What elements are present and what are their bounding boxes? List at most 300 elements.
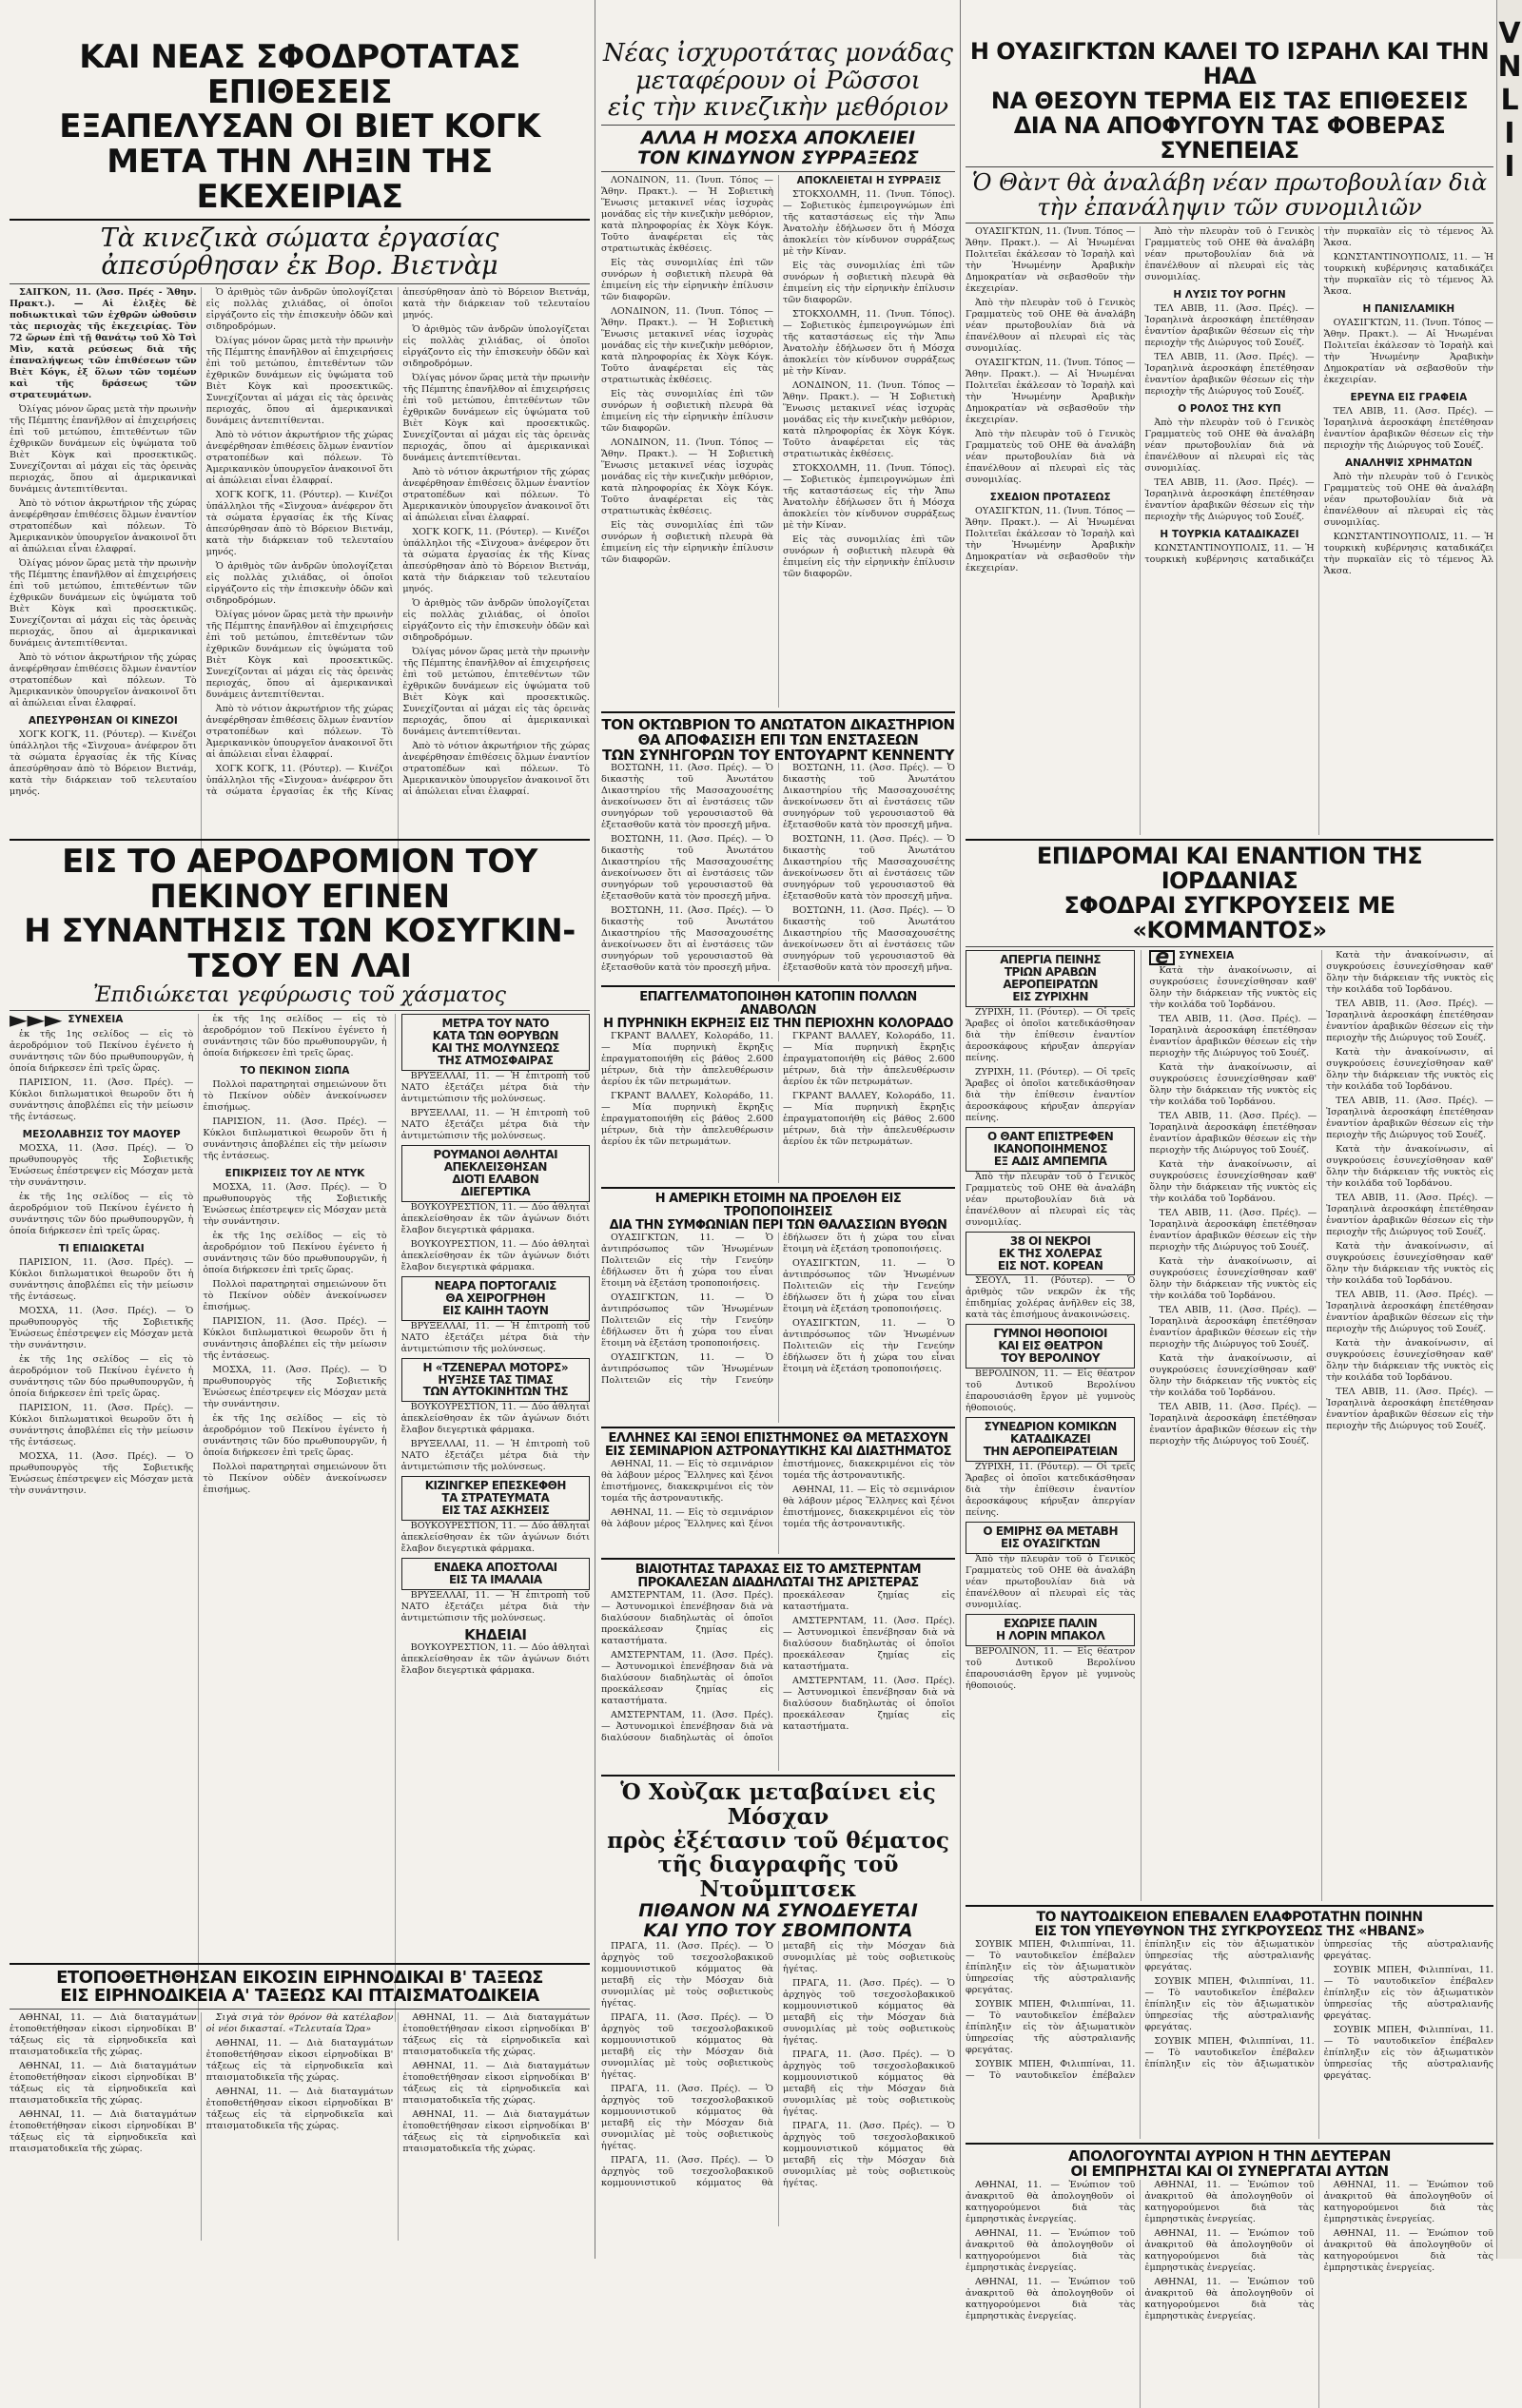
kicker: ΑΛΛΑ Η ΜΟΣΧΑ ΑΠΟΚΛΕΙΕΙ [640,126,916,148]
paragraph: ΤΕΛ ΑΒΙΒ, 11. (Ἀσσ. Πρές). — Ἰσραηλινὰ ἀεροσκάφη ἐπετέθησαν ἐναντίον ἀραβικῶν θέσεων εἰς τὴν περιοχὴν τῆς Διώρυγος τοῦ Σουέζ. [1149,1110,1317,1155]
brief-headline: ΕΞ ΑΔΙΣ ΑΜΠΕΜΠΑ [993,1154,1107,1168]
article-body [601,1459,955,1554]
article-body [601,1233,955,1423]
paragraph: Ἀπὸ τὸ νότιον ἀκρωτήριον τῆς χώρας ἀνεφέρθησαν ἐπιθέσεις ὅλμων ἐναντίον στρατοπέδων καὶ πόλεων. Τὸ Ἀμερικανικὸν ὑπουργεῖον ἀνακοινοῖ ὅτι αἱ ἀπώλειαι εἶναι ἐλαφραί. [205,429,394,486]
paragraph: ΠΡΑΓΑ, 11. (Ἀσσ. Πρές). — Ὁ ἀρχηγὸς τοῦ τσεχοσλοβακικοῦ κομμουνιστικοῦ κόμματος θὰ μεταβῆ εἰς τὴν Μόσχαν διὰ συνομιλίας μὲ τοὺς σοβιετικοὺς ἡγέτας. [783,2120,955,2188]
divider [966,166,1493,167]
paragraph: ΤΕΛ ΑΒΙΒ, 11. (Ἀσσ. Πρές). — Ἰσραηλινὰ ἀεροσκάφη ἐπετέθησαν ἐναντίον ἀραβικῶν θέσεων εἰς τὴν περιοχὴν τῆς Διώρυγος τοῦ Σουέζ. [1149,1401,1317,1447]
paragraph: ΤΕΛ ΑΒΙΒ, 11. (Ἀσσ. Πρές). — Ἰσραηλινὰ ἀεροσκάφη ἐπετέθησαν ἐναντίον ἀραβικῶν θέσεων εἰς τὴν περιοχὴν τῆς Διώρυγος τοῦ Σουέζ. [1326,1386,1493,1431]
paragraph: ΖΥΡΙΧΗ, 11. (Ρόυτερ). — Οἱ τρεῖς Ἄραβες οἱ ὁποῖοι κατεδικάσθησαν διὰ τὴν ἐπίθεσιν ἐναντίον ἀεροσκάφους κήρυξαν ἀπεργίαν πείνης. [966,1006,1136,1063]
section-heading: ΣΧΕΔΙΟΝ ΠΡΟΤΑΣΕΩΣ [989,492,1111,504]
paragraph: Ἀπὸ τὸ νότιον ἀκρωτήριον τῆς χώρας ἀνεφέρθησαν ἐπιθέσεις ὅλμων ἐναντίον στρατοπέδων καὶ πόλεων. Τὸ Ἀμερικανικὸν ὑπουργεῖον ἀνακοινοῖ ὅτι αἱ ἀπώλειαι εἶναι ἐλαφραί. [205,703,394,760]
headline-line: ΕΠΙΔΡΟΜΑΙ ΚΑΙ ΕΝΑΝΤΙΟΝ ΤΗΣ ΙΟΡΔΑΝΙΑΣ [1036,843,1423,895]
kicker: ΤΟΝ ΚΙΝΔΥΝΟΝ ΣΥΡΡΑΞΕΩΣ [637,146,919,168]
brief-headline: ΕΙΣ ΤΑ ΙΜΑΛΑΙΑ [448,1573,542,1587]
paragraph: ΟΥΑΣΙΓΚΤΩΝ, 11. — Ὁ ἀντιπρόσωπος τῶν Ἡνωμένων Πολιτειῶν εἰς τὴν Γενεύην ἐδήλωσεν ὅτι ἡ χώρα του εἶναι ἕτοιμη νὰ ἐξετάση τροποποιήσεις. [783,1318,955,1375]
paragraph: ΒΡΥΞΕΛΛΑΙ, 11. — Ἡ ἐπιτροπὴ τοῦ ΝΑΤΟ ἐξετάζει μέτρα διὰ τὴν ἀντιμετώπισιν τῆς μολύνσεως. [400,1439,590,1473]
headline-line: ΔΙΑ ΝΑ ΑΠΟΦΥΓΟΥΝ ΤΑΣ ΦΟΒΕΡΑΣ ΣΥΝΕΠΕΙΑΣ [1013,111,1446,164]
paragraph: ἐκ τῆς 1ης σελίδος — εἰς τὸ ἀεροδρόμιον τοῦ Πεκίνου ἐγένετο ἡ συνάντησις τῶν δύο πρωθυπουργῶν, ἡ ὁποία διήρκεσεν ἐπὶ τρεῖς ὥρας. [10,1192,194,1237]
headline-line: ΤΩΝ ΣΥΝΗΓΟΡΩΝ ΤΟΥ ΕΝΤΟΥΑΡΝΤ ΚΕΝΝΕΝΤΥ [601,746,954,764]
headline-line: ΕΤΟΠΟΘΕΤΗΘΗΣΑΝ ΕΙΚΟΣΙΝ ΕΙΡΗΝΟΔΙΚΑΙ Β' ΤΑΞΕΩΣ [56,1968,543,1988]
paragraph: ΣΤΟΚΧΟΛΜΗ, 11. (Ἰνυπ. Τόπος). — Σοβιετικὸς ἐμπειρογνώμων ἐπὶ τῆς καταστάσεως εἰς τὴν Ἄπω Ἀνατολὴν ἐδήλωσεν ὅτι ἡ Μόσχα ἀποκλείει τὸν κίνδυνον συρράξεως μὲ τὴν Κίναν. [783,188,955,257]
divider [601,1187,955,1189]
headline-line: ΟΙ ΕΜΠΡΗΣΤΑΙ ΚΑΙ ΟΙ ΣΥΝΕΡΓΑΤΑΙ ΑΥΤΩΝ [1070,2163,1389,2181]
paragraph: ΓΚΡΑΝΤ ΒΑΛΛΕΥ, Κολοράδο, 11. — Μία πυρηνικὴ ἔκρηξις ἐπραγματοποιήθη εἰς βάθος 2.600 μέτρων, διὰ τὴν ἀπελευθέρωσιν ἀερίου ἐκ τῶν πετρωμάτων. [783,1091,955,1148]
paragraph: ΧΟΓΚ ΚΟΓΚ, 11. (Ρόυτερ). — Κινέζοι ὑπάλληλοι τῆς «Σὶνχουα» ἀνέφερον ὅτι τὰ σώματα ἐργασίας ἐκ τῆς Κίνας ἀπεσύρθησαν ἀπὸ τὸ Βόρειον Βιετνάμ, κατὰ τὴν διάρκειαν τοῦ τελευταίου μηνός. [205,286,590,797]
paragraph: ΓΚΡΑΝΤ ΒΑΛΛΕΥ, Κολοράδο, 11. — Μία πυρηνικὴ ἔκρηξις ἐπραγματοποιήθη εἰς βάθος 2.600 μέτρων, διὰ τὴν ἀπελευθέρωσιν ἀερίου ἐκ τῶν πετρωμάτων. [601,1091,773,1148]
paragraph: Κατὰ τὴν ἀνακοίνωσιν, αἱ συγκρούσεις ἐσυνεχίσθησαν καθ' ὅλην τὴν διάρκειαν τῆς νυκτὸς εἰς τὴν κοιλάδα τοῦ Ἰορδάνου. [1326,1143,1493,1189]
subheadline: Ἐπιδιώκεται γεφύρωσις τοῦ χάσματος [93,982,506,1007]
headline-line: Η ΑΜΕΡΙΚΗ ΕΤΟΙΜΗ ΝΑ ΠΡΟΕΛΘΗ ΕΙΣ ΤΡΟΠΟΠΟΙΗΣΕΙΣ [654,1192,902,1220]
brief-headline: ΚΙΖΙΝΓΚΕΡ ΕΠΕΣΚΕΦΘΗ [424,1479,566,1493]
paragraph: Ὀλίγας μόνον ὥρας μετὰ τὴν πρωινὴν τῆς Πέμπτης ἐπανῆλθον αἱ ἐπιχειρήσεις ἐπὶ τοῦ μετώπου, ἐπιτεθέντων τῶν ἐχθρικῶν δυνάμεων εἰς ὑψώματα τοῦ Βιὲτ Κὸγκ καὶ προσεκτικῶς. Συνεχίζονται αἱ μάχαι εἰς τὰς ὀρεινὰς περιοχάς, ὅπου αἱ ἀμερικανικαὶ δυνάμεις ἀντεπιτίθενται. [10,403,197,495]
brief-headline: ΔΙΕΓΕΡΤΙΚΑ [460,1184,531,1198]
paragraph: ΠΑΡΙΣΙΟΝ, 11. (Ἀσσ. Πρές). — Κύκλοι διπλωματικοὶ θεωροῦν ὅτι ἡ συνάντησις ἀποβλέπει εἰς τὴν μείωσιν τῆς ἐντάσεως. [10,1257,194,1303]
headline-line: ΕΙΣ ΕΙΡΗΝΟΔΙΚΕΙΑ Α' ΤΑΞΕΩΣ ΚΑΙ ΠΤΑΙΣΜΑΤΟΔΙΚΕΙΑ [60,1986,539,2007]
side-briefs [966,950,1142,1901]
paragraph: ΛΟΝΔΙΝΟΝ, 11. (Ἰνυπ. Τόπος — Ἄθην. Πρακτ.). — Ἡ Σοβιετικὴ Ἕνωσις μετακινεῖ νέας ἰσχυρὰς μονάδας εἰς τὴν κινεζικὴν μεθόριον, κατὰ πληροφορίας ἐκ Χὸγκ Κόγκ. Τοῦτο ἀναφέρεται εἰς τὰς στρατιωτικὰς ἐκθέσεις. [601,174,773,254]
divider [966,946,1493,947]
paragraph: ΒΟΣΤΩΝΗ, 11. (Ἀσσ. Πρές). — Ὁ δικαστὴς τοῦ Ἀνωτάτου Δικαστηρίου τῆς Μασσαχουσέτης ἀνεκοίνωσεν ὅτι αἱ ἐνστάσεις τῶν συνηγόρων τοῦ γερουσιαστοῦ θὰ ἐξετασθοῦν κατὰ τὸν προσεχῆ μῆνα. [783,905,955,974]
paragraph: ΖΥΡΙΧΗ, 11. (Ρόυτερ). — Οἱ τρεῖς Ἄραβες οἱ ὁποῖοι κατεδικάσθησαν διὰ τὴν ἐπίθεσιν ἐναντίον ἀεροσκάφους κήρυξαν ἀπεργίαν πείνης. [966,1462,1136,1519]
paragraph: ΑΜΣΤΕΡΝΤΑΜ, 11. (Ἀσσ. Πρές). — Ἀστυνομικοὶ ἐπενέβησαν διὰ νὰ διαλύσουν διαδηλωτὰς οἱ ὁποῖοι προεκάλεσαν ζημίας εἰς καταστήματα. [601,1650,773,1707]
paragraph: ἐκ τῆς 1ης σελίδος — εἰς τὸ ἀεροδρόμιον τοῦ Πεκίνου ἐγένετο ἡ συνάντησις τῶν δύο πρωθυπουργῶν, ἡ ὁποία διήρκεσεν ἐπὶ τρεῖς ὥρας. [203,1413,387,1459]
paragraph: Εἰς τὰς συνομιλίας ἐπὶ τῶν συνόρων ἡ σοβιετικὴ πλευρὰ θὰ ἐπιμείνη εἰς τὴν εἰρηνικὴν ἐπίλυσιν τῶν διαφορῶν. [783,260,955,305]
paragraph: Ἀπὸ τὸ νότιον ἀκρωτήριον τῆς χώρας ἀνεφέρθησαν ἐπιθέσεις ὅλμων ἐναντίον στρατοπέδων καὶ πόλεων. Τὸ Ἀμερικανικὸν ὑπουργεῖον ἀνακοινοῖ ὅτι αἱ ἀπώλειαι εἶναι ἐλαφραί. [10,651,197,709]
brief-headline: ΝΕΑΡΑ ΠΟΡΤΟΓΑΛΙΣ [434,1278,556,1292]
paragraph: Ὀλίγας μόνον ὥρας μετὰ τὴν πρωινὴν τῆς Πέμπτης ἐπανῆλθον αἱ ἐπιχειρήσεις ἐπὶ τοῦ μετώπου, ἐπιτεθέντων τῶν ἐχθρικῶν δυνάμεων εἰς ὑψώματα τοῦ Βιὲτ Κὸγκ καὶ προσεκτικῶς. Συνεχίζονται αἱ μάχαι εἰς τὰς ὀρεινὰς περιοχάς, ὅπου αἱ ἀμερικανικαὶ δυνάμεις ἀντεπιτίθενται. [402,372,590,463]
paragraph: ΒΟΥΚΟΥΡΕΣΤΙΟΝ, 11. — Δύο ἀθληταὶ ἀπεκλείσθησαν ἐκ τῶν ἀγώνων διότι ἔλαβον διεγερτικὰ φάρμακα. [400,1238,590,1272]
paragraph: ΤΕΛ ΑΒΙΒ, 11. (Ἀσσ. Πρές). — Ἰσραηλινὰ ἀεροσκάφη ἐπετέθησαν ἐναντίον ἀραβικῶν θέσεων εἰς τὴν περιοχὴν τῆς Διώρυγος τοῦ Σουέζ. [1326,998,1493,1043]
kicker: ΠΙΘΑΝΟΝ ΝΑ ΣΥΝΟΔΕΥΕΤΑΙ [638,1899,918,1921]
brief-headline: ΚΑΤΑΔΙΚΑΖΕΙ [1010,1432,1091,1447]
section-heading: Ο ΡΟΛΟΣ ΤΗΣ ΚΥΠ [1178,403,1281,416]
paragraph: Ἀπὸ τὴν πλευρὰν τοῦ ὁ Γενικὸς Γραμματεὺς τοῦ ΟΗΕ θὰ ἀναλάβη νέαν πρωτοβουλίαν διὰ νὰ ἐπανέλθουν αἱ πλευραὶ εἰς τὰς συνομιλίας. [966,298,1136,355]
paragraph: ΑΜΣΤΕΡΝΤΑΜ, 11. (Ἀσσ. Πρές). — Ἀστυνομικοὶ ἐπενέβησαν διὰ νὰ διαλύσουν διαδηλωτὰς οἱ ὁποῖοι προεκάλεσαν ζημίας εἰς καταστήματα. [601,1590,955,1744]
paragraph: ΑΘΗΝΑΙ, 11. — Ἐνώπιον τοῦ ἀνακριτοῦ θὰ ἀπολογηθοῦν οἱ κατηγορούμενοι διὰ τὰς ἐμπρηστικὰς ἐνεργείας. [966,2179,1136,2224]
headline-line: ΕΠΑΓΓΕΛΜΑΤΟΠΟΙΗΘΗ ΚΑΤΟΠΙΝ ΠΟΛΛΩΝ ΑΝΑΒΟΛΩΝ [639,990,917,1019]
divider [10,2009,590,2010]
paragraph: ΑΘΗΝΑΙ, 11. — Εἰς τὸ σεμινάριον θὰ λάβουν μέρος Ἕλληνες καὶ ξένοι ἐπιστήμονες, διακεκριμένοι εἰς τὸν τομέα τῆς ἀστροναυτικῆς. [601,1459,955,1530]
section-heading: ΕΠΙΚΡΙΣΕΙΣ ΤΟΥ ΛΕ ΝΤΥΚ [224,1168,365,1180]
brief-headline: ΕΙΣ ΖΥΡΙΧΗΝ [1012,989,1088,1003]
divider [966,2143,1493,2145]
brief-headline: ΑΠΕΡΓΙΑ ΠΕΙΝΗΣ [1000,952,1102,966]
paragraph: ΣΤΟΚΧΟΛΜΗ, 11. (Ἰνυπ. Τόπος). — Σοβιετικὸς ἐμπειρογνώμων ἐπὶ τῆς καταστάσεως εἰς τὴν Ἄπω Ἀνατολὴν ἐδήλωσεν ὅτι ἡ Μόσχα ἀποκλείει τὸν κίνδυνον συρράξεως μὲ τὴν Κίναν. [783,308,955,377]
brief-headline: ΕΙΣ ΚΑΙΗΗ ΤΑΟΥΝ [442,1303,549,1317]
paragraph: ΤΕΛ ΑΒΙΒ, 11. (Ἀσσ. Πρές). — Ἰσραηλινὰ ἀεροσκάφη ἐπετέθησαν ἐναντίον ἀραβικῶν θέσεων εἰς τὴν περιοχὴν τῆς Διώρυγος τοῦ Σουέζ. [1326,1192,1493,1237]
brief-headline: ΕΚ ΤΗΣ ΧΟΛΕΡΑΣ [998,1246,1102,1260]
paragraph: ΑΘΗΝΑΙ, 11. — Ἐνώπιον τοῦ ἀνακριτοῦ θὰ ἀπολογηθοῦν οἱ κατηγορούμενοι διὰ τὰς ἐμπρηστικὰς ἐνεργείας. [1144,2276,1315,2321]
paragraph: Ἀπὸ τὸ νότιον ἀκρωτήριον τῆς χώρας ἀνεφέρθησαν ἐπιθέσεις ὅλμων ἐναντίον στρατοπέδων καὶ πόλεων. Τὸ Ἀμερικανικὸν ὑπουργεῖον ἀνακοινοῖ ὅτι αἱ ἀπώλειαι εἶναι ἐλαφραί. [402,466,590,523]
paragraph: ΧΟΓΚ ΚΟΓΚ, 11. (Ρόυτερ). — Κινέζοι ὑπάλληλοι τῆς «Σὶνχουα» ἀνέφερον ὅτι τὰ σώματα ἐργασίας ἐκ τῆς Κίνας ἀπεσύρθησαν ἀπὸ τὸ Βόρειον Βιετνάμ, κατὰ τὴν διάρκειαν τοῦ τελευταίου μηνός. [402,526,590,594]
divider [601,1558,955,1560]
dateline: ΣΑΙΓΚΟΝ, 11. (Ἀσσ. Πρές - Ἄθην. Πρακτ.). — Αἱ ἐλιξὲς δὲ ποδιωκτικαὶ τῶν ἐχθρῶν ὠθοῦσιν τὰς περιοχὰς τῆς ἐκεχειρίας. Τὸν 72 ὥρων ἐπὶ τῇ θανάτῳ τοῦ Χὸ Τσὶ Μὶν, κατὰ ρεύσεως διὰ τῆς ἐπαναλήψεως τῶν ἐπιθέσεων τῶν Βιὲτ Κόγκ, ἐξ ὅλων τῶν τομέων καὶ τῆς δράσεως τῶν στρατευμάτων. [10,286,197,400]
paragraph: ΑΘΗΝΑΙ, 11. — Διὰ διαταγμάτων ἐτοποθετήθησαν εἰκοσι εἰρηνοδίκαι Β' τάξεως εἰς τὰ εἰρηνοδικεῖα καὶ πταισματοδικεῖα τῆς χώρας. [205,2086,394,2131]
paragraph: Ἀπὸ τὸ νότιον ἀκρωτήριον τῆς χώρας ἀνεφέρθησαν ἐπιθέσεις ὅλμων ἐναντίον στρατοπέδων καὶ πόλεων. Τὸ Ἀμερικανικὸν ὑπουργεῖον ἀνακοινοῖ ὅτι αἱ ἀπώλειαι εἶναι ἐλαφραί. [10,497,197,554]
paragraph: ΑΘΗΝΑΙ, 11. — Ἐνώπιον τοῦ ἀνακριτοῦ θὰ ἀπολογηθοῦν οἱ κατηγορούμενοι διὰ τὰς ἐμπρηστικὰς ἐνεργείας. [1144,2179,1315,2224]
peking-story [10,835,590,1957]
paragraph: ΠΡΑΓΑ, 11. (Ἀσσ. Πρές). — Ὁ ἀρχηγὸς τοῦ τσεχοσλοβακικοῦ κομμουνιστικοῦ κόμματος θὰ μεταβῆ εἰς τὴν Μόσχαν διὰ συνομιλίας μὲ τοὺς σοβιετικοὺς ἡγέτας. [601,1940,773,2009]
article-body [1149,944,1493,1901]
article-body [966,2180,1493,2408]
brief-headline: ΤΟΥ ΒΕΡΟΛΙΝΟΥ [1001,1351,1101,1366]
brief-headline: ΣΥΝΕΔΡΙΟΝ ΚΟΜΙΚΩΝ [984,1420,1117,1434]
divider [10,1963,590,1965]
paragraph: ΑΜΣΤΕΡΝΤΑΜ, 11. (Ἀσσ. Πρές). — Ἀστυνομικοὶ ἐπενέβησαν διὰ νὰ διαλύσουν διαδηλωτὰς οἱ ὁποῖοι προεκάλεσαν ζημίας εἰς καταστήματα. [601,1590,773,1647]
paragraph: Κατὰ τὴν ἀνακοίνωσιν, αἱ συγκρούσεις ἐσυνεχίσθησαν καθ' ὅλην τὴν διάρκειαν τῆς νυκτὸς εἰς τὴν κοιλάδα τοῦ Ἰορδάνου. [1326,1337,1493,1383]
paragraph: ΤΕΛ ΑΒΙΒ, 11. (Ἀσσ. Πρές). — Ἰσραηλινὰ ἀεροσκάφη ἐπετέθησαν ἐναντίον ἀραβικῶν θέσεων εἰς τὴν περιοχὴν τῆς Διώρυγος τοῦ Σουέζ. [1149,1304,1317,1350]
section-heading: ΜΕΣΟΛΑΒΗΣΙΣ ΤΟΥ ΜΑΟΥΕΡ [22,1129,181,1141]
left-lead-story [10,40,590,829]
headline-line: ΕΞΑΠΕΛΥΣΑΝ ΟΙ ΒΙΕΤ ΚΟΓΚ [59,107,540,146]
paragraph: ΠΡΑΓΑ, 11. (Ἀσσ. Πρές). — Ὁ ἀρχηγὸς τοῦ τσεχοσλοβακικοῦ κομμουνιστικοῦ κόμματος θὰ μεταβῆ εἰς τὴν Μόσχαν διὰ συνομιλίας μὲ τοὺς σοβιετικοὺς ἡγέτας. [601,1940,955,2188]
paragraph: ΒΕΡΟΛΙΝΟΝ, 11. — Εἰς θέατρον τοῦ Δυτικοῦ Βερολίνου ἐπαρουσιάσθη ἔργον μὲ γυμνοὺς ἠθοποιούς. [966,1646,1136,1691]
continued-label: ΣΥΝΕΧΕΙΑ [68,1014,124,1026]
article-body [966,1939,1493,2139]
paragraph: Ὁ ἀριθμὸς τῶν ἀνδρῶν ὑπολογίζεται εἰς πολλὰς χιλιάδας, οἱ ὁποῖοι εἰργάζοντο εἰς τὴν ἐπισκευὴν ὁδῶν καὶ σιδηροδρόμων. [205,560,394,606]
article-body [10,2012,590,2241]
column-divider [960,0,961,2259]
headline-line: ΕΛΛΗΝΕΣ ΚΑΙ ΞΕΝΟΙ ΕΠΙΣΤΗΜΟΝΕΣ ΘΑ ΜΕΤΑΣΧΟΥΝ [608,1431,948,1447]
brief-headline: ΑΠΕΚΛΕΙΣΘΗΣΑΝ [443,1159,547,1174]
paragraph: Εἰς τὰς συνομιλίας ἐπὶ τῶν συνόρων ἡ σοβιετικὴ πλευρὰ θὰ ἐπιμείνη εἰς τὴν εἰρηνικὴν ἐπίλυσιν τῶν διαφορῶν. [601,388,773,434]
paragraph: ΤΕΛ ΑΒΙΒ, 11. (Ἀσσ. Πρές). — Ἰσραηλινὰ ἀεροσκάφη ἐπετέθησαν ἐναντίον ἀραβικῶν θέσεων εἰς τὴν περιοχὴν τῆς Διώρυγος τοῦ Σουέζ. [1144,303,1315,349]
paragraph: ΑΘΗΝΑΙ, 11. — Διὰ διαταγμάτων ἐτοποθετήθησαν εἰκοσι εἰρηνοδίκαι Β' τάξεως εἰς τὰ εἰρηνοδικεῖα καὶ πταισματοδικεῖα τῆς χώρας. [402,2011,590,2057]
headline-line: ΑΠΟΛΟΓΟΥΝΤΑΙ ΑΥΡΙΟΝ Η ΤΗΝ ΔΕΥΤΕΡΑΝ [1068,2147,1391,2165]
paragraph: ΑΘΗΝΑΙ, 11. — Διὰ διαταγμάτων ἐτοποθετήθησαν εἰκοσι εἰρηνοδίκαι Β' τάξεως εἰς τὰ εἰρηνοδικεῖα καὶ πταισματοδικεῖα τῆς χώρας. [205,2037,394,2083]
paragraph: ΟΥΑΣΙΓΚΤΩΝ, 11. (Ἰνυπ. Τόπος — Ἄθην. Πρακτ.). — Αἱ Ἡνωμέναι Πολιτεῖαι ἐκάλεσαν τὸ Ἰσραὴλ καὶ τὴν Ἡνωμένην Ἀραβικὴν Δημοκρατίαν νὰ σεβασθοῦν τὴν ἐκεχειρίαν. [1323,318,1493,386]
paragraph: ΟΥΑΣΙΓΚΤΩΝ, 11. — Ὁ ἀντιπρόσωπος τῶν Ἡνωμένων Πολιτειῶν εἰς τὴν Γενεύην ἐδήλωσεν ὅτι ἡ χώρα του εἶναι ἕτοιμη νὰ ἐξετάση τροποποιήσεις. [601,1233,773,1290]
arrows-logo-icon: ►►► [10,1006,63,1034]
divider [966,839,1493,841]
divider [10,283,590,284]
paragraph: Κατὰ τὴν ἀνακοίνωσιν, αἱ συγκρούσεις ἐσυνεχίσθησαν καθ' ὅλην τὴν διάρκειαν τῆς νυκτὸς εἰς τὴν κοιλάδα τοῦ Ἰορδάνου. [1326,1240,1493,1286]
paragraph: ΛΟΝΔΙΝΟΝ, 11. (Ἰνυπ. Τόπος — Ἄθην. Πρακτ.). — Ἡ Σοβιετικὴ Ἕνωσις μετακινεῖ νέας ἰσχυρὰς μονάδας εἰς τὴν κινεζικὴν μεθόριον, κατὰ πληροφορίας ἐκ Χὸγκ Κόγκ. Τοῦτο ἀναφέρεται εἰς τὰς στρατιωτικὰς ἐκθέσεις. [783,379,955,459]
paragraph: ΑΘΗΝΑΙ, 11. — Διὰ διαταγμάτων ἐτοποθετήθησαν εἰκοσι εἰρηνοδίκαι Β' τάξεως εἰς τὰ εἰρηνοδικεῖα καὶ πταισματοδικεῖα τῆς χώρας. [402,2108,590,2154]
paragraph: ΠΡΑΓΑ, 11. (Ἀσσ. Πρές). — Ὁ ἀρχηγὸς τοῦ τσεχοσλοβακικοῦ κομμουνιστικοῦ κόμματος θὰ μεταβῆ εἰς τὴν Μόσχαν διὰ συνομιλίας μὲ τοὺς σοβιετικοὺς ἡγέτας. [601,2083,773,2151]
paragraph: Ἀπὸ τὴν πλευρὰν τοῦ ὁ Γενικὸς Γραμματεὺς τοῦ ΟΗΕ θὰ ἀναλάβη νέαν πρωτοβουλίαν διὰ νὰ ἐπανέλθουν αἱ πλευραὶ εἰς τὰς συνομιλίας. [1144,226,1315,283]
paragraph: ΣΟΥΒΙΚ ΜΠΕΗ, Φιλιππίναι, 11. — Τὸ ναυτοδικεῖον ἐπέβαλεν ἐπίπληξιν εἰς τὸν ἀξιωματικὸν ὑπηρεσίας τῆς αὐστραλιανῆς φρεγάτας. [1144,1939,1493,2070]
paragraph: ΤΕΛ ΑΒΙΒ, 11. (Ἀσσ. Πρές). — Ἰσραηλινὰ ἀεροσκάφη ἐπετέθησαν ἐναντίον ἀραβικῶν θέσεων εἰς τὴν περιοχὴν τῆς Διώρυγος τοῦ Σουέζ. [1144,477,1315,523]
headline-line: Η ΠΥΡΗΝΙΚΗ ΕΚΡΗΞΙΣ ΕΙΣ ΤΗΝ ΠΕΡΙΟΧΗΝ ΚΟΛΟΡΑΔΟ [603,1017,953,1032]
paragraph: ΛΟΝΔΙΝΟΝ, 11. (Ἰνυπ. Τόπος — Ἄθην. Πρακτ.). — Ἡ Σοβιετικὴ Ἕνωσις μετακινεῖ νέας ἰσχυρὰς μονάδας εἰς τὴν κινεζικὴν μεθόριον, κατὰ πληροφορίας ἐκ Χὸγκ Κόγκ. Τοῦτο ἀναφέρεται εἰς τὰς στρατιωτικὰς ἐκθέσεις. [601,305,773,385]
paragraph: ΠΑΡΙΣΙΟΝ, 11. (Ἀσσ. Πρές). — Κύκλοι διπλωματικοὶ θεωροῦν ὅτι ἡ συνάντησις ἀποβλέπει εἰς τὴν μείωσιν τῆς ἐντάσεως. [203,1316,387,1362]
brief-headline: ΗΥΞΗΣΕ ΤΑΣ ΤΙΜΑΣ [438,1372,554,1387]
section-heading: ΑΝΑΛΗΨΙΣ ΧΡΗΜΑΤΩΝ [1345,457,1473,470]
divider [601,125,955,126]
paragraph: ΒΟΥΚΟΥΡΕΣΤΙΟΝ, 11. — Δύο ἀθληταὶ ἀπεκλείσθησαν ἐκ τῶν ἀγώνων διότι ἔλαβον διεγερτικὰ φάρμακα. [400,1402,590,1436]
paragraph: Εἰς τὰς συνομιλίας ἐπὶ τῶν συνόρων ἡ σοβιετικὴ πλευρὰ θὰ ἐπιμείνη εἰς τὴν εἰρηνικὴν ἐπίλυσιν τῶν διαφορῶν. [601,519,773,565]
paragraph: ΑΘΗΝΑΙ, 11. — Ἐνώπιον τοῦ ἀνακριτοῦ θὰ ἀπολογηθοῦν οἱ κατηγορούμενοι διὰ τὰς ἐμπρηστικὰς ἐνεργείας. [1323,2179,1493,2224]
article-body [601,1941,955,2226]
paragraph: ΣΟΥΒΙΚ ΜΠΕΗ, Φιλιππίναι, 11. — Τὸ ναυτοδικεῖον ἐπέβαλεν ἐπίπληξιν εἰς τὸν ἀξιωματικὸν ὑπηρεσίας τῆς αὐστραλιανῆς φρεγάτας. [966,1999,1136,2056]
divider [601,985,955,987]
brief-headline: ΕΙΣ ΤΑΣ ΑΣΚΗΣΕΙΣ [441,1504,550,1518]
divider [601,1427,955,1428]
paragraph: ΑΘΗΝΑΙ, 11. — Διὰ διαταγμάτων ἐτοποθετήθησαν εἰκοσι εἰρηνοδίκαι Β' τάξεως εἰς τὰ εἰρηνοδικεῖα καὶ πταισματοδικεῖα τῆς χώρας. [10,2011,197,2057]
headline-line: ΜΕΤΑ ΤΗΝ ΛΗΞΙΝ ΤΗΣ ΕΚΕΧΕΙΡΙΑΣ [107,143,493,216]
paragraph: ΜΟΣΧΑ, 11. (Ἀσσ. Πρές). — Ὁ πρωθυπουργὸς τῆς Σοβιετικῆς Ἑνώσεως ἐπέστρεψεν εἰς Μόσχαν μετὰ τὴν συνάντησιν. [10,1451,194,1497]
paragraph: ΒΟΥΚΟΥΡΕΣΤΙΟΝ, 11. — Δύο ἀθληταὶ ἀπεκλείσθησαν ἐκ τῶν ἀγώνων διότι ἔλαβον διεγερτικὰ φάρμακα. [400,1521,590,1555]
paragraph: ΜΟΣΧΑ, 11. (Ἀσσ. Πρές). — Ὁ πρωθυπουργὸς τῆς Σοβιετικῆς Ἑνώσεως ἐπέστρεψεν εἰς Μόσχαν μετὰ τὴν συνάντησιν. [203,1365,387,1410]
paragraph: ΒΡΥΞΕΛΛΑΙ, 11. — Ἡ ἐπιτροπὴ τοῦ ΝΑΤΟ ἐξετάζει μέτρα διὰ τὴν ἀντιμετώπισιν τῆς μολύνσεως. [400,1070,590,1104]
brief-headline: ΕΝΔΕΚΑ ΑΠΟΣΤΟΛΑΙ [434,1561,557,1575]
brief-headline: ΤΡΙΩΝ ΑΡΑΒΩΝ [1004,964,1097,979]
paragraph: ΟΥΑΣΙΓΚΤΩΝ, 11. (Ἰνυπ. Τόπος — Ἄθην. Πρακτ.). — Αἱ Ἡνωμέναι Πολιτεῖαι ἐκάλεσαν τὸ Ἰσραὴλ καὶ τὴν Ἡνωμένην Ἀραβικὴν Δημοκρατίαν νὰ σεβασθοῦν τὴν ἐκεχειρίαν. [966,226,1136,295]
paragraph: ΣΟΥΒΙΚ ΜΠΕΗ, Φιλιππίναι, 11. — Τὸ ναυτοδικεῖον ἐπέβαλεν ἐπίπληξιν εἰς τὸν ἀξιωματικὸν ὑπηρεσίας τῆς αὐστραλιανῆς φρεγάτας. [1144,1976,1315,2033]
paragraph: Ὀλίγας μόνον ὥρας μετὰ τὴν πρωινὴν τῆς Πέμπτης ἐπανῆλθον αἱ ἐπιχειρήσεις ἐπὶ τοῦ μετώπου, ἐπιτεθέντων τῶν ἐχθρικῶν δυνάμεων εἰς ὑψώματα τοῦ Βιὲτ Κὸγκ καὶ προσεκτικῶς. Συνεχίζονται αἱ μάχαι εἰς τὰς ὀρεινὰς περιοχάς, ὅπου αἱ ἀμερικανικαὶ δυνάμεις ἀντεπιτίθενται. [205,609,394,700]
paragraph: ΑΘΗΝΑΙ, 11. — Διὰ διαταγμάτων ἐτοποθετήθησαν εἰκοσι εἰρηνοδίκαι Β' τάξεως εἰς τὰ εἰρηνοδικεῖα καὶ πταισματοδικεῖα τῆς χώρας. [10,2108,197,2154]
paragraph: ΠΡΑΓΑ, 11. (Ἀσσ. Πρές). — Ὁ ἀρχηγὸς τοῦ τσεχοσλοβακικοῦ κομμουνιστικοῦ κόμματος θὰ μεταβῆ εἰς τὴν Μόσχαν διὰ συνομιλίας μὲ τοὺς σοβιετικοὺς ἡγέτας. [601,2011,773,2080]
brief-headline: Ο ΘΑΝΤ ΕΠΙΣΤΡΕΦΕΝ [987,1129,1114,1143]
paragraph: ΟΥΑΣΙΓΚΤΩΝ, 11. — Ὁ ἀντιπρόσωπος τῶν Ἡνωμένων Πολιτειῶν εἰς τὴν Γενεύην ἐδήλωσεν ὅτι ἡ χώρα του εἶναι ἕτοιμη νὰ ἐξετάση τροποποιήσεις. [601,1292,773,1350]
headline-line: ΕΙΣ ΣΕΜΙΝΑΡΙΟΝ ΑΣΤΡΟΝΑΥΤΙΚΗΣ ΚΑΙ ΔΙΑΣΤΗΜΑΤΟΣ [604,1445,952,1460]
paragraph: Εἰς τὰς συνομιλίας ἐπὶ τῶν συνόρων ἡ σοβιετικὴ πλευρὰ θὰ ἐπιμείνη εἰς τὴν εἰρηνικὴν ἐπίλυσιν τῶν διαφορῶν. [783,534,955,579]
paragraph: ΚΩΝΣΤΑΝΤΙΝΟΥΠΟΛΙΣ, 11. — Ἡ τουρκικὴ κυβέρνησις καταδικάζει τὴν πυρκαϊὰν εἰς τὸ τέμενος Ἀλ Ἄκσα. [1323,532,1493,577]
paragraph: Πολλοὶ παρατηρηταὶ σημειώνουν ὅτι τὸ Πεκίνον οὐδὲν ἀνεκοίνωσεν ἐπισήμως. [203,1279,387,1313]
paragraph: ΒΡΥΞΕΛΛΑΙ, 11. — Ἡ ἐπιτροπὴ τοῦ ΝΑΤΟ ἐξετάζει μέτρα διὰ τὴν ἀντιμετώπισιν τῆς μολύνσεως. [400,1590,590,1624]
paragraph: ΒΟΣΤΩΝΗ, 11. (Ἀσσ. Πρές). — Ὁ δικαστὴς τοῦ Ἀνωτάτου Δικαστηρίου τῆς Μασσαχουσέτης ἀνεκοίνωσεν ὅτι αἱ ἐνστάσεις τῶν συνηγόρων τοῦ γερουσιαστοῦ θὰ ἐξετασθοῦν κατὰ τὸν προσεχῆ μῆνα. [601,763,773,831]
brief-headline: ΕΙΣ ΝΟΤ. ΚΟΡΕΑΝ [997,1258,1103,1272]
paragraph: ΣΟΥΒΙΚ ΜΠΕΗ, Φιλιππίναι, 11. — Τὸ ναυτοδικεῖον ἐπέβαλεν ἐπίπληξιν εἰς τὸν ἀξιωματικὸν ὑπηρεσίας τῆς αὐστραλιανῆς φρεγάτας. [1323,1965,1493,2022]
section-heading: ΑΠΟΚΛΕΙΕΤΑΙ Η ΣΥΡΡΑΞΙΣ [796,174,942,186]
paragraph: Ὁ ἀριθμὸς τῶν ἀνδρῶν ὑπολογίζεται εἰς πολλὰς χιλιάδας, οἱ ὁποῖοι εἰργάζοντο εἰς τὴν ἐπισκευὴν ὁδῶν καὶ σιδηροδρόμων. [205,286,394,332]
continued-label: ΣΥΝΕΧΕΙΑ [1179,949,1235,961]
section-heading: ΤΟ ΠΕΚΙΝΟΝ ΣΙΩΠΑ [240,1065,350,1078]
paragraph: ΒΟΣΤΩΝΗ, 11. (Ἀσσ. Πρές). — Ὁ δικαστὴς τοῦ Ἀνωτάτου Δικαστηρίου τῆς Μασσαχουσέτης ἀνεκοίνωσεν ὅτι αἱ ἐνστάσεις τῶν συνηγόρων τοῦ γερουσιαστοῦ θὰ ἐξετασθοῦν κατὰ τὸν προσεχῆ μῆνα. [783,834,955,903]
paragraph: Ὁ ἀριθμὸς τῶν ἀνδρῶν ὑπολογίζεται εἰς πολλὰς χιλιάδας, οἱ ὁποῖοι εἰργάζοντο εἰς τὴν ἐπισκευὴν ὁδῶν καὶ σιδηροδρόμων. [402,597,590,643]
divider [10,839,590,841]
article-body [601,1590,955,1771]
brief-headline: ΜΕΤΡΑ ΤΟΥ ΝΑΤΟ [441,1017,550,1031]
paragraph: ΚΩΝΣΤΑΝΤΙΝΟΥΠΟΛΙΣ, 11. — Ἡ τουρκικὴ κυβέρνησις καταδικάζει τὴν πυρκαϊὰν εἰς τὸ τέμενος Ἀλ Ἄκσα. [1144,226,1493,566]
paragraph: ἐκ τῆς 1ης σελίδος — εἰς τὸ ἀεροδρόμιον τοῦ Πεκίνου ἐγένετο ἡ συνάντησις τῶν δύο πρωθυπουργῶν, ἡ ὁποία διήρκεσεν ἐπὶ τρεῖς ὥρας. [10,1354,194,1400]
paragraph: ΜΟΣΧΑ, 11. (Ἀσσ. Πρές). — Ὁ πρωθυπουργὸς τῆς Σοβιετικῆς Ἑνώσεως ἐπέστρεψεν εἰς Μόσχαν μετὰ τὴν συνάντησιν. [203,1182,387,1228]
paragraph: Ἀπὸ τὴν πλευρὰν τοῦ ὁ Γενικὸς Γραμματεὺς τοῦ ΟΗΕ θὰ ἀναλάβη νέαν πρωτοβουλίαν διὰ νὰ ἐπανέλθουν αἱ πλευραὶ εἰς τὰς συνομιλίας. [966,429,1136,486]
paragraph: Ὁ ἀριθμὸς τῶν ἀνδρῶν ὑπολογίζεται εἰς πολλὰς χιλιάδας, οἱ ὁποῖοι εἰργάζοντο εἰς τὴν ἐπισκευὴν ὁδῶν καὶ σιδηροδρόμων. [402,323,590,369]
brief-headline: ΙΚΑΝΟΠΟΙΗΜΕΝΟΣ [993,1141,1107,1155]
paragraph: Ἀπὸ τὸ νότιον ἀκρωτήριον τῆς χώρας ἀνεφέρθησαν ἐπιθέσεις ὅλμων ἐναντίον στρατοπέδων καὶ πόλεων. Τὸ Ἀμερικανικὸν ὑπουργεῖον ἀνακοινοῖ ὅτι αἱ ἀπώλειαι εἶναι ἐλαφραί. [402,740,590,797]
headline-line: εἰς τὴν κινεζικὴν μεθόριον [607,93,949,123]
paragraph: ΧΟΓΚ ΚΟΓΚ, 11. (Ρόυτερ). — Κινέζοι ὑπάλληλοι τῆς «Σὶνχουα» ἀνέφερον ὅτι τὰ σώματα ἐργασίας ἐκ τῆς Κίνας ἀπεσύρθησαν ἀπὸ τὸ Βόρειον Βιετνάμ, κατὰ τὴν διάρκειαν τοῦ τελευταίου μηνός. [10,728,197,797]
paragraph: ΑΘΗΝΑΙ, 11. — Ἐνώπιον τοῦ ἀνακριτοῦ θὰ ἀπολογηθοῦν οἱ κατηγορούμενοι διὰ τὰς ἐμπρηστικὰς ἐνεργείας. [966,2227,1136,2273]
paragraph: ΑΜΣΤΕΡΝΤΑΜ, 11. (Ἀσσ. Πρές). — Ἀστυνομικοὶ ἐπενέβησαν διὰ νὰ διαλύσουν διαδηλωτὰς οἱ ὁποῖοι προεκάλεσαν ζημίας εἰς καταστήματα. [783,1676,955,1733]
paragraph: ΤΕΛ ΑΒΙΒ, 11. (Ἀσσ. Πρές). — Ἰσραηλινὰ ἀεροσκάφη ἐπετέθησαν ἐναντίον ἀραβικῶν θέσεων εἰς τὴν περιοχὴν τῆς Διώρυγος τοῦ Σουέζ. [1149,1013,1317,1058]
section-heading: Η ΤΟΥΡΚΙΑ ΚΑΤΑΔΙΚΑΖΕΙ [1160,529,1299,541]
paragraph: ΤΕΛ ΑΒΙΒ, 11. (Ἀσσ. Πρές). — Ἰσραηλινὰ ἀεροσκάφη ἐπετέθησαν ἐναντίον ἀραβικῶν θέσεων εἰς τὴν περιοχὴν τῆς Διώρυγος τοῦ Σουέζ. [1326,1095,1493,1140]
paragraph: ΜΟΣΧΑ, 11. (Ἀσσ. Πρές). — Ὁ πρωθυπουργὸς τῆς Σοβιετικῆς Ἑνώσεως ἐπέστρεψεν εἰς Μόσχαν μετὰ τὴν συνάντησιν. [10,1143,194,1189]
paragraph: ΑΘΗΝΑΙ, 11. — Διὰ διαταγμάτων ἐτοποθετήθησαν εἰκοσι εἰρηνοδίκαι Β' τάξεως εἰς τὰ εἰρηνοδικεῖα καὶ πταισματοδικεῖα τῆς χώρας. [402,2060,590,2106]
headline-line: ΠΡΟΚΑΛΕΣΑΝ ΔΙΑΔΗΛΩΤΑΙ ΤΗΣ ΑΡΙΣΤΕΡΑΣ [637,1576,919,1591]
paragraph: ΑΜΣΤΕΡΝΤΑΜ, 11. (Ἀσσ. Πρές). — Ἀστυνομικοὶ ἐπενέβησαν διὰ νὰ διαλύσουν διαδηλωτὰς οἱ ὁποῖοι προεκάλεσαν ζημίας εἰς καταστήματα. [783,1616,955,1673]
paragraph: ΟΥΑΣΙΓΚΤΩΝ, 11. (Ἰνυπ. Τόπος — Ἄθην. Πρακτ.). — Αἱ Ἡνωμέναι Πολιτεῖαι ἐκάλεσαν τὸ Ἰσραὴλ καὶ τὴν Ἡνωμένην Ἀραβικὴν Δημοκρατίαν νὰ σεβασθοῦν τὴν ἐκεχειρίαν. [966,358,1136,426]
paragraph: ΓΚΡΑΝΤ ΒΑΛΛΕΥ, Κολοράδο, 11. — Μία πυρηνικὴ ἔκρηξις ἐπραγματοποιήθη εἰς βάθος 2.600 μέτρων, διὰ τὴν ἀπελευθέρωσιν ἀερίου ἐκ τῶν πετρωμάτων. [601,1031,773,1088]
headline-line: Η ΣΥΝΑΝΤΗΣΙΣ ΤΩΝ ΚΟΣΥΓΚΙΝ-ΤΣΟΥ ΕΝ ΛΑΙ [24,912,576,986]
divider [601,1775,955,1777]
kicker: ΚΑΙ ΥΠΟ ΤΟΥ ΣΒΟΜΠΟΝΤΑ [643,1919,913,1941]
right-column [966,38,1493,2321]
paragraph: Πολλοὶ παρατηρηταὶ σημειώνουν ὅτι τὸ Πεκίνον οὐδὲν ἀνεκοίνωσεν ἐπισήμως. [203,1079,387,1114]
paragraph: ΤΕΛ ΑΒΙΒ, 11. (Ἀσσ. Πρές). — Ἰσραηλινὰ ἀεροσκάφη ἐπετέθησαν ἐναντίον ἀραβικῶν θέσεων εἰς τὴν περιοχὴν τῆς Διώρυγος τοῦ Σουέζ. [1326,1289,1493,1334]
headline-line: ΤΟΝ ΟΚΤΩΒΡΙΟΝ ΤΟ ΑΝΩΤΑΤΟΝ ΔΙΚΑΣΤΗΡΙΟΝ [601,715,955,733]
paragraph: Ἀπὸ τὴν πλευρὰν τοῦ ὁ Γενικὸς Γραμματεὺς τοῦ ΟΗΕ θὰ ἀναλάβη νέαν πρωτοβουλίαν διὰ νὰ ἐπανέλθουν αἱ πλευραὶ εἰς τὰς συνομιλίας. [1144,418,1315,475]
paragraph: ΖΥΡΙΧΗ, 11. (Ρόυτερ). — Οἱ τρεῖς Ἄραβες οἱ ὁποῖοι κατεδικάσθησαν διὰ τὴν ἐπίθεσιν ἐναντίον ἀεροσκάφους κήρυξαν ἀπεργίαν πείνης. [966,1066,1136,1123]
brief-headline: ΤΗΝ ΑΕΡΟΠΕΙΡΑΤΕΙΑΝ [983,1445,1118,1459]
brief-headline: ΤΑ ΣΤΡΑΤΕΥΜΑΤΑ [441,1491,550,1505]
section-heading: ΤΙ ΕΠΙΔΙΩΚΕΤΑΙ [58,1243,145,1255]
paragraph: ΚΩΝΣΤΑΝΤΙΝΟΥΠΟΛΙΣ, 11. — Ἡ τουρκικὴ κυβέρνησις καταδικάζει τὴν πυρκαϊὰν εἰς τὸ τέμενος Ἀλ Ἄκσα. [1323,252,1493,298]
paragraph: Εἰς τὰς συνομιλίας ἐπὶ τῶν συνόρων ἡ σοβιετικὴ πλευρὰ θὰ ἐπιμείνη εἰς τὴν εἰρηνικὴν ἐπίλυσιν τῶν διαφορῶν. [601,257,773,302]
paragraph: ΣΤΟΚΧΟΛΜΗ, 11. (Ἰνυπ. Τόπος). — Σοβιετικὸς ἐμπειρογνώμων ἐπὶ τῆς καταστάσεως εἰς τὴν Ἄπω Ἀνατολὴν ἐδήλωσεν ὅτι ἡ Μόσχα ἀποκλείει τὸν κίνδυνον συρράξεως μὲ τὴν Κίναν. [783,462,955,531]
headline-line: Η ΟΥΑΣΙΓΚΤΩΝ ΚΑΛΕΙ ΤΟ ΙΣΡΑΗΛ ΚΑΙ ΤΗΝ ΗΑΔ [969,38,1490,89]
paragraph: Κατὰ τὴν ἀνακοίνωσιν, αἱ συγκρούσεις ἐσυνεχίσθησαν καθ' ὅλην τὴν διάρκειαν τῆς νυκτὸς εἰς τὴν κοιλάδα τοῦ Ἰορδάνου. [1149,1158,1317,1204]
headline-line: ΤΟ ΝΑΥΤΟΔΙΚΕΙΟΝ ΕΠΕΒΑΛΕΝ ΕΛΑΦΡΟΤΑΤΗΝ ΠΟΙΝΗΝ [1036,1909,1423,1925]
paragraph: ἐκ τῆς 1ης σελίδος — εἰς τὸ ἀεροδρόμιον τοῦ Πεκίνου ἐγένετο ἡ συνάντησις τῶν δύο πρωθυπουργῶν, ἡ ὁποία διήρκεσεν ἐπὶ τρεῖς ὥρας. [10,1029,194,1075]
paragraph: ΒΟΣΤΩΝΗ, 11. (Ἀσσ. Πρές). — Ὁ δικαστὴς τοῦ Ἀνωτάτου Δικαστηρίου τῆς Μασσαχουσέτης ἀνεκοίνωσεν ὅτι αἱ ἐνστάσεις τῶν συνηγόρων τοῦ γερουσιαστοῦ θὰ ἐξετασθοῦν κατὰ τὸν προσεχῆ μῆνα. [783,763,955,831]
headline-line: ΕΙΣ ΤΟ ΑΕΡΟΔΡΟΜΙΟΝ ΤΟΥ ΠΕΚΙΝΟΥ ΕΓΙΝΕΝ [62,843,537,916]
brief-headline: ΓΥΜΝΟΙ ΗΘΟΠΟΙΟΙ [993,1327,1107,1341]
headline-line: Ὁ Χοὺζακ μεταβαίνει εἰς Μόσχαν [620,1779,936,1830]
headline-line: Νέας ἰσχυροτάτας μονάδας [603,39,953,68]
paragraph: ΑΘΗΝΑΙ, 11. — Εἰς τὸ σεμινάριον θὰ λάβουν μέρος Ἕλληνες καὶ ξένοι ἐπιστήμονες, διακεκριμένοι εἰς τὸν τομέα τῆς ἀστροναυτικῆς. [601,1459,773,1505]
paragraph: ΒΟΣΤΩΝΗ, 11. (Ἀσσ. Πρές). — Ὁ δικαστὴς τοῦ Ἀνωτάτου Δικαστηρίου τῆς Μασσαχουσέτης ἀνεκοίνωσεν ὅτι αἱ ἐνστάσεις τῶν συνηγόρων τοῦ γερουσιαστοῦ θὰ ἐξετασθοῦν κατὰ τὸν προσεχῆ μῆνα. [601,834,773,903]
paragraph: ἐκ τῆς 1ης σελίδος — εἰς τὸ ἀεροδρόμιον τοῦ Πεκίνου ἐγένετο ἡ συνάντησις τῶν δύο πρωθυπουργῶν, ἡ ὁποία διήρκεσεν ἐπὶ τρεῖς ὥρας. [203,1014,387,1059]
brief-headline: 38 ΟΙ ΝΕΚΡΟΙ [1009,1233,1091,1248]
paragraph: Ὀλίγας μόνον ὥρας μετὰ τὴν πρωινὴν τῆς Πέμπτης ἐπανῆλθον αἱ ἐπιχειρήσεις ἐπὶ τοῦ μετώπου, ἐπιτεθέντων τῶν ἐχθρικῶν δυνάμεων εἰς ὑψώματα τοῦ Βιὲτ Κὸγκ καὶ προσεκτικῶς. Συνεχίζονται αἱ μάχαι εἰς τὰς ὀρεινὰς περιοχάς, ὅπου αἱ ἀμερικανικαὶ δυνάμεις ἀντεπιτίθενται. [205,335,394,426]
paragraph: ΤΕΛ ΑΒΙΒ, 11. (Ἀσσ. Πρές). — Ἰσραηλινὰ ἀεροσκάφη ἐπετέθησαν ἐναντίον ἀραβικῶν θέσεων εἰς τὴν περιοχὴν τῆς Διώρυγος τοῦ Σουέζ. [1323,406,1493,452]
paragraph: ΑΘΗΝΑΙ, 11. — Ἐνώπιον τοῦ ἀνακριτοῦ θὰ ἀπολογηθοῦν οἱ κατηγορούμενοι διὰ τὰς ἐμπρηστικὰς ἐνεργείας. [1323,2227,1493,2273]
brief-headline: ΕΧΩΡΙΣΕ ΠΑΛΙΝ [1004,1617,1098,1631]
paragraph: Ὀλίγας μόνον ὥρας μετὰ τὴν πρωινὴν τῆς Πέμπτης ἐπανῆλθον αἱ ἐπιχειρήσεις ἐπὶ τοῦ μετώπου, ἐπιτεθέντων τῶν ἐχθρικῶν δυνάμεων εἰς ὑψώματα τοῦ Βιὲτ Κὸγκ καὶ προσεκτικῶς. Συνεχίζονται αἱ μάχαι εἰς τὰς ὀρεινὰς περιοχάς, ὅπου αἱ ἀμερικανικαὶ δυνάμεις ἀντεπιτίθενται. [10,557,197,649]
article-body [10,1006,387,2022]
brief-headline: Ο ΕΜΙΡΗΣ ΘΑ ΜΕΤΑΒΗ [983,1524,1118,1539]
paragraph: ΠΡΑΓΑ, 11. (Ἀσσ. Πρές). — Ὁ ἀρχηγὸς τοῦ τσεχοσλοβακικοῦ κομμουνιστικοῦ κόμματος θὰ μεταβῆ εἰς τὴν Μόσχαν διὰ συνομιλίας μὲ τοὺς σοβιετικοὺς ἡγέτας. [783,1977,955,2046]
center-column [601,40,955,2256]
paragraph: ΑΘΗΝΑΙ, 11. — Εἰς τὸ σεμινάριον θὰ λάβουν μέρος Ἕλληνες καὶ ξένοι ἐπιστήμονες, διακεκριμένοι εἰς τὸν τομέα τῆς ἀστροναυτικῆς. [783,1485,955,1530]
paragraph: Κατὰ τὴν ἀνακοίνωσιν, αἱ συγκρούσεις ἐσυνεχίσθησαν καθ' ὅλην τὴν διάρκειαν τῆς νυκτὸς εἰς τὴν κοιλάδα τοῦ Ἰορδάνου. [1326,949,1493,995]
paragraph: ΤΕΛ ΑΒΙΒ, 11. (Ἀσσ. Πρές). — Ἰσραηλινὰ ἀεροσκάφη ἐπετέθησαν ἐναντίον ἀραβικῶν θέσεων εἰς τὴν περιοχὴν τῆς Διώρυγος τοῦ Σουέζ. [1144,352,1315,398]
paragraph: ΠΑΡΙΣΙΟΝ, 11. (Ἀσσ. Πρές). — Κύκλοι διπλωματικοὶ θεωροῦν ὅτι ἡ συνάντησις ἀποβλέπει εἰς τὴν μείωσιν τῆς ἐντάσεως. [10,1078,194,1123]
headline-line: ΕΙΣ ΤΟΝ ΥΠΕΥΘΥΝΟΝ ΤΗΣ ΣΥΓΚΡΟΥΣΕΩΣ ΤΗΣ «ΗΒΑΝΣ» [1034,1924,1425,1940]
brief-headline: ΔΙΟΤΙ ΕΛΑΒΟΝ [452,1172,539,1186]
article-body [10,287,590,896]
paragraph: Σιγὰ σιγὰ τὸν θρόνον θὰ κατέλαβον οἱ νέοι δικασταί. «Τελευταία Ὥρα» [205,2011,394,2034]
section-heading: Η ΠΑΝΙΣΛΑΜΙΚΗ [1362,303,1455,316]
paragraph: Κατὰ τὴν ἀνακοίνωσιν, αἱ συγκρούσεις ἐσυνεχίσθησαν καθ' ὅλην τὴν διάρκειαν τῆς νυκτὸς εἰς τὴν κοιλάδα τοῦ Ἰορδάνου. [1149,964,1317,1010]
paragraph: ΠΡΑΓΑ, 11. (Ἀσσ. Πρές). — Ὁ ἀρχηγὸς τοῦ τσεχοσλοβακικοῦ κομμουνιστικοῦ κόμματος θὰ μεταβῆ εἰς τὴν Μόσχαν διὰ συνομιλίας μὲ τοὺς σοβιετικοὺς ἡγέτας. [783,2049,955,2117]
paragraph: ἐκ τῆς 1ης σελίδος — εἰς τὸ ἀεροδρόμιον τοῦ Πεκίνου ἐγένετο ἡ συνάντησις τῶν δύο πρωθυπουργῶν, ἡ ὁποία διήρκεσεν ἐπὶ τρεῖς ὥρας. [203,1231,387,1276]
brief-headline: ΚΑΙ ΤΗΣ ΜΟΛΥΝΣΕΩΣ [431,1040,559,1055]
article-body [601,763,955,981]
divider [966,1905,1493,1907]
headline-line: ΘΑ ΑΠΟΦΑΣΙΣΗ ΕΠΙ ΤΩΝ ΕΝΣΤΑΣΕΩΝ [637,730,919,748]
brief-headline: ΤΗΣ ΑΤΜΟΣΦΑΙΡΑΣ [438,1053,554,1067]
paragraph: ΧΟΓΚ ΚΟΓΚ, 11. (Ρόυτερ). — Κινέζοι ὑπάλληλοι τῆς «Σὶνχουα» ἀνέφερον ὅτι τὰ σώματα ἐργασίας ἐκ τῆς Κίνας ἀπεσύρθησαν ἀπὸ τὸ Βόρειον Βιετνάμ, κατὰ τὴν διάρκειαν τοῦ τελευταίου μηνός. [205,489,394,557]
edge-text: V N L I I [1497,17,1522,184]
paragraph: ΠΑΡΙΣΙΟΝ, 11. (Ἀσσ. Πρές). — Κύκλοι διπλωματικοὶ θεωροῦν ὅτι ἡ συνάντησις ἀποβλέπει εἰς τὴν μείωσιν τῆς ἐντάσεως. [10,1403,194,1448]
subheadline: Τὰ κινεζικὰ σώματα ἐργασίας ἀπεσύρθησαν ἐκ Βορ. Βιετνὰμ [100,223,499,282]
paragraph: Πολλοὶ παρατηρηταὶ σημειώνουν ὅτι τὸ Πεκίνον οὐδὲν ἀνεκοίνωσεν ἐπισήμως. [203,1462,387,1496]
headline-line: ΔΙΑ ΤΗΝ ΣΥΜΦΩΝΙΑΝ ΠΕΡΙ ΤΩΝ ΘΑΛΑΣΣΙΩΝ ΒΥΘΩΝ [609,1218,947,1233]
divider [601,711,955,713]
paragraph: Κατὰ τὴν ἀνακοίνωσιν, αἱ συγκρούσεις ἐσυνεχίσθησαν καθ' ὅλην τὴν διάρκειαν τῆς νυκτὸς εἰς τὴν κοιλάδα τοῦ Ἰορδάνου. [1149,1255,1317,1301]
paragraph: ΣΟΥΒΙΚ ΜΠΕΗ, Φιλιππίναι, 11. — Τὸ ναυτοδικεῖον ἐπέβαλεν ἐπίπληξιν εἰς τὸν ἀξιωματικὸν ὑπηρεσίας τῆς αὐστραλιανῆς φρεγάτας. [966,1939,1315,2082]
paragraph: ΒΟΥΚΟΥΡΕΣΤΙΟΝ, 11. — Δύο ἀθληταὶ ἀπεκλείσθησαν ἐκ τῶν ἀγώνων διότι ἔλαβον διεγερτικὰ φάρμακα. [400,1642,590,1677]
paragraph: ΣΕΟΥΛ, 11. (Ρόυτερ). — Ὁ ἀριθμὸς τῶν νεκρῶν ἐκ τῆς ἐπιδημίας χολέρας ἀνῆλθεν εἰς 38, κατὰ τὰς ἐπισήμους ἀνακοινώσεις. [966,1275,1136,1321]
news-agency-logo-icon: e [1149,950,1175,965]
paragraph: Κατὰ τὴν ἀνακοίνωσιν, αἱ συγκρούσεις ἐσυνεχίσθησαν καθ' ὅλην τὴν διάρκειαν τῆς νυκτὸς εἰς τὴν κοιλάδα τοῦ Ἰορδάνου. [1326,1046,1493,1092]
brief-headline: ΡΟΥΜΑΝΟΙ ΑΘΛΗΤΑΙ [433,1147,558,1161]
paragraph: ΑΘΗΝΑΙ, 11. — Διὰ διαταγμάτων ἐτοποθετήθησαν εἰκοσι εἰρηνοδίκαι Β' τάξεως εἰς τὰ εἰρηνοδικεῖα καὶ πταισματοδικεῖα τῆς χώρας. [10,2060,197,2106]
paragraph: Ἀπὸ τὴν πλευρὰν τοῦ ὁ Γενικὸς Γραμματεὺς τοῦ ΟΗΕ θὰ ἀναλάβη νέαν πρωτοβουλίαν διὰ νὰ ἐπανέλθουν αἱ πλευραὶ εἰς τὰς συνομιλίας. [966,1171,1136,1228]
paragraph: ΑΘΗΝΑΙ, 11. — Ἐνώπιον τοῦ ἀνακριτοῦ θὰ ἀπολογηθοῦν οἱ κατηγορούμενοι διὰ τὰς ἐμπρηστικὰς ἐνεργείας. [966,2276,1136,2321]
headline-line: ΒΙΑΙΟΤΗΤΑΣ ΤΑΡΑΧΑΣ ΕΙΣ ΤΟ ΑΜΣΤΕΡΝΤΑΜ [634,1563,922,1578]
paragraph: ΤΕΛ ΑΒΙΒ, 11. (Ἀσσ. Πρές). — Ἰσραηλινὰ ἀεροσκάφη ἐπετέθησαν ἐναντίον ἀραβικῶν θέσεων εἰς τὴν περιοχὴν τῆς Διώρυγος τοῦ Σουέζ. [1149,1207,1317,1253]
paragraph: Ὀλίγας μόνον ὥρας μετὰ τὴν πρωινὴν τῆς Πέμπτης ἐπανῆλθον αἱ ἐπιχειρήσεις ἐπὶ τοῦ μετώπου, ἐπιτεθέντων τῶν ἐχθρικῶν δυνάμεων εἰς ὑψώματα τοῦ Βιὲτ Κὸγκ καὶ προσεκτικῶς. Συνεχίζονται αἱ μάχαι εἰς τὰς ὀρεινὰς περιοχάς, ὅπου αἱ ἀμερικανικαὶ δυνάμεις ἀντεπιτίθενται. [402,646,590,737]
divider [10,219,590,221]
section-heading: Η ΛΥΣΙΣ ΤΟΥ ΡΟΓΗΝ [1173,289,1286,301]
paragraph: ΣΟΥΒΙΚ ΜΠΕΗ, Φιλιππίναι, 11. — Τὸ ναυτοδικεῖον ἐπέβαλεν ἐπίπληξιν εἰς τὸν ἀξιωματικὸν ὑπηρεσίας τῆς αὐστραλιανῆς φρεγάτας. [1323,2025,1493,2082]
paragraph: Κατὰ τὴν ἀνακοίνωσιν, αἱ συγκρούσεις ἐσυνεχίσθησαν καθ' ὅλην τὴν διάρκειαν τῆς νυκτὸς εἰς τὴν κοιλάδα τοῦ Ἰορδάνου. [1149,1352,1317,1398]
paragraph: ΟΥΑΣΙΓΚΤΩΝ, 11. — Ὁ ἀντιπρόσωπος τῶν Ἡνωμένων Πολιτειῶν εἰς τὴν Γενεύην ἐδήλωσεν ὅτι ἡ χώρα του εἶναι ἕτοιμη νὰ ἐξετάση τροποποιήσεις. [783,1258,955,1315]
paragraph: ΒΡΥΞΕΛΛΑΙ, 11. — Ἡ ἐπιτροπὴ τοῦ ΝΑΤΟ ἐξετάζει μέτρα διὰ τὴν ἀντιμετώπισιν τῆς μολύνσεως. [400,1320,590,1354]
paragraph: ΣΟΥΒΙΚ ΜΠΕΗ, Φιλιππίναι, 11. — Τὸ ναυτοδικεῖον ἐπέβαλεν ἐπίπληξιν εἰς τὸν ἀξιωματικὸν ὑπηρεσίας τῆς αὐστραλιανῆς φρεγάτας. [966,1939,1136,1996]
brief-headline: Η ΛΟΡΙΝ ΜΠΑΚΟΛ [996,1629,1105,1643]
brief-headline: Η «ΤΖΕΝΕΡΑΛ ΜΟΤΟΡΣ» [422,1360,569,1374]
paragraph: ΟΥΑΣΙΓΚΤΩΝ, 11. (Ἰνυπ. Τόπος — Ἄθην. Πρακτ.). — Αἱ Ἡνωμέναι Πολιτεῖαι ἐκάλεσαν τὸ Ἰσραὴλ καὶ τὴν Ἡνωμένην Ἀραβικὴν Δημοκρατίαν νὰ σεβασθοῦν τὴν ἐκεχειρίαν. [966,506,1136,574]
paragraph: Ἀπὸ τὴν πλευρὰν τοῦ ὁ Γενικὸς Γραμματεὺς τοῦ ΟΗΕ θὰ ἀναλάβη νέαν πρωτοβουλίαν διὰ νὰ ἐπανέλθουν αἱ πλευραὶ εἰς τὰς συνομιλίας. [1323,472,1493,529]
brief-headline: ΤΩΝ ΑΥΤΟΚΙΝΗΤΩΝ ΤΗΣ [422,1385,569,1399]
paragraph: ΒΡΥΞΕΛΛΑΙ, 11. — Ἡ ἐπιτροπὴ τοῦ ΝΑΤΟ ἐξετάζει μέτρα διὰ τὴν ἀντιμετώπισιν τῆς μολύνσεως. [400,1107,590,1141]
paragraph: ΜΟΣΧΑ, 11. (Ἀσσ. Πρές). — Ὁ πρωθυπουργὸς τῆς Σοβιετικῆς Ἑνώσεως ἐπέστρεψεν εἰς Μόσχαν μετὰ τὴν συνάντησιν. [10,1306,194,1351]
section-heading: ΕΡΕΥΝΑ ΕΙΣ ΓΡΑΦΕΙΑ [1350,392,1468,404]
brief-headline: ΚΑΙ ΕΙΣ ΘΕΑΤΡΟΝ [998,1339,1103,1353]
obituaries-heading: ΚΗΔΕΙΑΙ [464,1626,527,1644]
adjacent-page-edge [1496,0,1522,2259]
brief-headline: ΚΑΤΑ ΤΩΝ ΘΟΡΥΒΩΝ [432,1029,558,1043]
divider [10,1010,590,1011]
divider [601,171,955,172]
paragraph: Ἀπὸ τὴν πλευρὰν τοῦ ὁ Γενικὸς Γραμματεὺς τοῦ ΟΗΕ θὰ ἀναλάβη νέαν πρωτοβουλίαν διὰ νὰ ἐπανέλθουν αἱ πλευραὶ εἰς τὰς συνομιλίας. [966,1554,1136,1611]
article-body [966,226,1493,835]
brief-headline: ΘΑ ΧΕΙΡΟΓΡΗΘΗ [445,1291,546,1305]
brief-headline: ΕΙΣ ΟΥΑΣΙΓΚΤΩΝ [1001,1537,1101,1551]
paragraph: ΠΑΡΙΣΙΟΝ, 11. (Ἀσσ. Πρές). — Κύκλοι διπλωματικοὶ θεωροῦν ὅτι ἡ συνάντησις ἀποβλέπει εἰς τὴν μείωσιν τῆς ἐντάσεως. [203,1117,387,1162]
headline-line: ΣΦΟΔΡΑΙ ΣΥΓΚΡΟΥΣΕΙΣ ΜΕ «ΚΟΜΜΑΝΤΟΣ» [1063,892,1395,944]
side-briefs [395,1014,590,2022]
article-body [601,1031,955,1183]
headline-line: τῆς διαγραφῆς τοῦ Ντοῦμπτσεκ [657,1852,899,1902]
headline-line: ΝΑ ΘΕΣΟΥΝ ΤΕΡΜΑ ΕΙΣ ΤΑΣ ΕΠΙΘΕΣΕΙΣ [990,87,1469,114]
article-body [601,175,955,708]
paragraph: ΓΚΡΑΝΤ ΒΑΛΛΕΥ, Κολοράδο, 11. — Μία πυρηνικὴ ἔκρηξις ἐπραγματοποιήθη εἰς βάθος 2.600 μέτρων, διὰ τὴν ἀπελευθέρωσιν ἀερίου ἐκ τῶν πετρωμάτων. [783,1031,955,1088]
paragraph: ΛΟΝΔΙΝΟΝ, 11. (Ἰνυπ. Τόπος — Ἄθην. Πρακτ.). — Ἡ Σοβιετικὴ Ἕνωσις μετακινεῖ νέας ἰσχυρὰς μονάδας εἰς τὴν κινεζικὴν μεθόριον, κατὰ πληροφορίας ἐκ Χὸγκ Κόγκ. Τοῦτο ἀναφέρεται εἰς τὰς στρατιωτικὰς ἐκθέσεις. [601,437,773,516]
section-heading: ΑΠΕΣΥΡΘΗΣΑΝ ΟΙ ΚΙΝΕΖΟΙ [28,714,178,727]
headline-line: πρὸς ἐξέτασιν τοῦ θέματος [607,1828,949,1855]
headline-line: ΚΑΙ ΝΕΑΣ ΣΦΟΔΡΟΤΑΤΑΣ ΕΠΙΘΕΣΕΙΣ [79,38,520,111]
paragraph: ΑΘΗΝΑΙ, 11. — Ἐνώπιον τοῦ ἀνακριτοῦ θὰ ἀπολογηθοῦν οἱ κατηγορούμενοι διὰ τὰς ἐμπρηστικὰς ἐνεργείας. [1144,2227,1315,2273]
paragraph: ΟΥΑΣΙΓΚΤΩΝ, 11. — Ὁ ἀντιπρόσωπος τῶν Ἡνωμένων Πολιτειῶν εἰς τὴν Γενεύην ἐδήλωσεν ὅτι ἡ χώρα του εἶναι ἕτοιμη νὰ ἐξετάση τροποποιήσεις. [601,1233,955,1387]
paragraph: ΒΟΥΚΟΥΡΕΣΤΙΟΝ, 11. — Δύο ἀθληταὶ ἀπεκλείσθησαν ἐκ τῶν ἀγώνων διότι ἔλαβον διεγερτικὰ φάρμακα. [400,1201,590,1235]
judges-story [10,1959,590,2254]
subheadline: Ὁ Θὰντ θὰ ἀναλάβη νέαν πρωτοβουλίαν διὰ τὴν ἐπανάληψιν τῶν συνομιλιῶν [971,168,1488,221]
paragraph: ΒΟΣΤΩΝΗ, 11. (Ἀσσ. Πρές). — Ὁ δικαστὴς τοῦ Ἀνωτάτου Δικαστηρίου τῆς Μασσαχουσέτης ἀνεκοίνωσεν ὅτι αἱ ἐνστάσεις τῶν συνηγόρων τοῦ γερουσιαστοῦ θὰ ἐξετασθοῦν κατὰ τὸν προσεχῆ μῆνα. [601,905,773,974]
paragraph: ΒΕΡΟΛΙΝΟΝ, 11. — Εἰς θέατρον τοῦ Δυτικοῦ Βερολίνου ἐπαρουσιάσθη ἔργον μὲ γυμνοὺς ἠθοποιούς. [966,1369,1136,1414]
paragraph: Κατὰ τὴν ἀνακοίνωσιν, αἱ συγκρούσεις ἐσυνεχίσθησαν καθ' ὅλην τὴν διάρκειαν τῆς νυκτὸς εἰς τὴν κοιλάδα τοῦ Ἰορδάνου. [1149,1061,1317,1107]
headline-line: μεταφέρουν οἱ Ρῶσσοι [635,66,921,95]
brief-headline: ΑΕΡΟΠΕΙΡΑΤΩΝ [1003,977,1099,991]
